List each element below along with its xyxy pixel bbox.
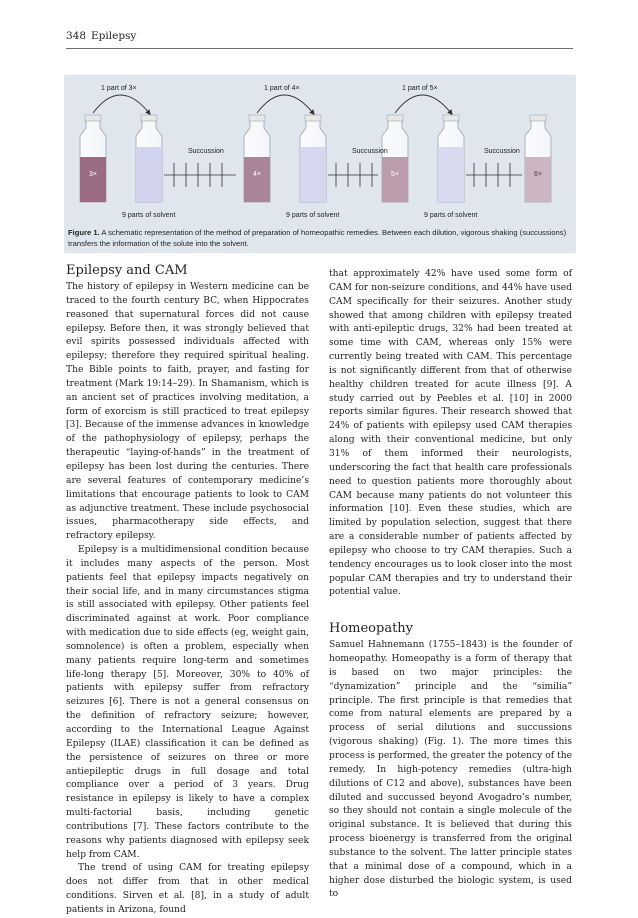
paragraph: Samuel Hahnemann (1755–1843) is the founder of homeopathy. Homeopathy is a form of therapy that is based on two major principles: the “dynamization” principle and the “similia” principle. The first principle is that remedies that come from natural elements are prepared by a process of serial dilutions and succussions (vigorous shaking) (Fig. 1). The more times this process is performed, the greater the potency of the remedy. In high-potency remedies (ultra-high dilutions of C12 and above), substances have been diluted and succussed beyond Avogadro’s number, so they should not contain a single molecule of the original substance. It is believed that during this process bioenergy is transferred from the original substance to the solvent. The latter principle states that a minimal dose of a compound, which in a higher dose disturbed the biologic system, is used to bbox=[329, 640, 572, 900]
transfer-arrow-3 bbox=[395, 95, 451, 113]
figure-1 bbox=[64, 75, 576, 253]
bottle-5x bbox=[382, 115, 408, 202]
page-header bbox=[66, 30, 573, 49]
transfer-arrow-2 bbox=[257, 95, 313, 113]
bottle-solvent-2 bbox=[300, 115, 326, 202]
right-column bbox=[329, 268, 572, 902]
paragraph: The history of epilepsy in Western medicine can be traced to the fourth century BC, when Hippocrates reasoned that supernatural forces did not cause epilepsy. Before then, it was strongly believed that evil spirits possessed individuals affected with epilepsy; therefore they required spiritual healing. The Bible points to faith, prayer, and fasting for treatment (Mark 19:14–29). In Shamanism, which is an ancient set of practices involving meditation, a form of exorcism is still practiced to treat epilepsy [3]. Because of the immense advances in knowledge of the pathophysiology of epilepsy, perhaps the therapeutic “laying-of-hands” in the treatment of epilepsy has been lost during the centuries. There are several features of contemporary medicine’s limitations that encourage patients to look to CAM as adjunctive treatment. These include psychosocial issues, pharmacotherapy side effects, and refractory epilepsy. bbox=[66, 282, 309, 542]
bottle-6x bbox=[525, 115, 551, 202]
part-label-3x: 1 part of 3× bbox=[101, 85, 137, 92]
bottle-label-6x: 6× bbox=[534, 171, 542, 178]
bottle-label-4x: 4× bbox=[253, 171, 261, 178]
paragraph: The trend of using CAM for treating epilepsy does not differ from that in other medical conditions. Sirven et al. [8], in a study of adult patients in Arizona, found bbox=[66, 863, 309, 915]
page-number: 348 bbox=[66, 30, 87, 42]
paragraph: Epilepsy is a multidimensional condition because it includes many aspects of the person. Most patients feel that epilepsy impacts negatively on their social life, and in many circumstances stigma is still associated with epilepsy. Other patients feel discriminated against at work. Poor compliance with medication due to side effects (eg, weight gain, somnolence) is often a problem, especially when many patients require long-term and sometimes life-long therapy [5]. Moreover, 30% to 40% of patients with epilepsy suffer from refractory seizures [6]. There is not a general consensus on the definition of refractory seizure; however, according to the International League Against Epilepsy (ILAE) classification it can be defined as the persistence of seizures on three or more antiepileptic drugs in full dosage and total compliance over a period of 3 years. Drug resistance in epilepsy is likely to have a complex multi-factorial basis, including genetic contributions [7]. These factors contribute to the reasons why patients diagnosed with epilepsy seek help from CAM. bbox=[66, 545, 309, 860]
solvent-label-2: 9 parts of solvent bbox=[286, 212, 340, 219]
dilution-diagram bbox=[64, 75, 576, 225]
part-label-5x: 1 part of 5× bbox=[402, 85, 438, 92]
bottle-label-5x: 5× bbox=[391, 171, 399, 178]
shake-arrows-2 bbox=[328, 163, 378, 187]
left-column bbox=[66, 262, 309, 918]
running-title: Epilepsy bbox=[91, 30, 137, 42]
solvent-label-1: 9 parts of solvent bbox=[122, 212, 176, 219]
succussion-label-1: Succussion bbox=[188, 148, 224, 155]
bottle-solvent-3 bbox=[438, 115, 464, 202]
shake-arrows-1 bbox=[164, 163, 236, 187]
bottle-label-3x: 3× bbox=[89, 171, 97, 178]
transfer-arrow-1 bbox=[93, 95, 149, 113]
section-gap bbox=[329, 600, 572, 620]
bottle-3x bbox=[80, 115, 106, 202]
bottle-solvent-1 bbox=[136, 115, 162, 202]
solvent-label-3: 9 parts of solvent bbox=[424, 212, 478, 219]
shake-arrows-3 bbox=[466, 163, 522, 187]
figure-caption bbox=[68, 227, 573, 249]
figure-caption-text: A schematic representation of the method of preparation of homeopathic remedies. Between each dilution, vigorous shaking (succussions) transfers the information of the solute into the solvent. bbox=[68, 228, 567, 248]
succussion-label-3: Succussion bbox=[484, 148, 520, 155]
section-heading-epilepsy-cam: Epilepsy and CAM bbox=[66, 263, 188, 278]
section-heading-homeopathy: Homeopathy bbox=[329, 621, 414, 637]
succussion-label-2: Succussion bbox=[352, 148, 388, 155]
part-label-4x: 1 part of 4× bbox=[264, 85, 300, 92]
bottle-4x bbox=[244, 115, 270, 202]
paragraph: that approximately 42% have used some form of CAM for non-seizure conditions, and 44% have used CAM specifically for their seizures. Another study showed that among children with epilepsy treated with anti-epileptic drugs, 32% had been treated at some time with CAM, whereas only 15% were currently being treated with CAM. This percentage is not significantly different from that of otherwise healthy children treated for acute illness [9]. A study carried out by Peebles et al. [10] in 2000 reports similar figures. Their research showed that 24% of patients with epilepsy used CAM therapies along with their conventional medicine, but only 31% of them informed their neurologists, underscoring the fact that health care professionals need to question patients more thoroughly about CAM because many patients do not volunteer this information [10]. Even these studies, which are limited by population selection, suggest that there are a considerable number of patients affected by epilepsy who choose to try CAM therapies. Such a tendency encourages us to look closer into the most popular CAM therapies and try to understand their potential value. bbox=[329, 269, 572, 598]
figure-caption-label: Figure 1. bbox=[68, 228, 100, 237]
